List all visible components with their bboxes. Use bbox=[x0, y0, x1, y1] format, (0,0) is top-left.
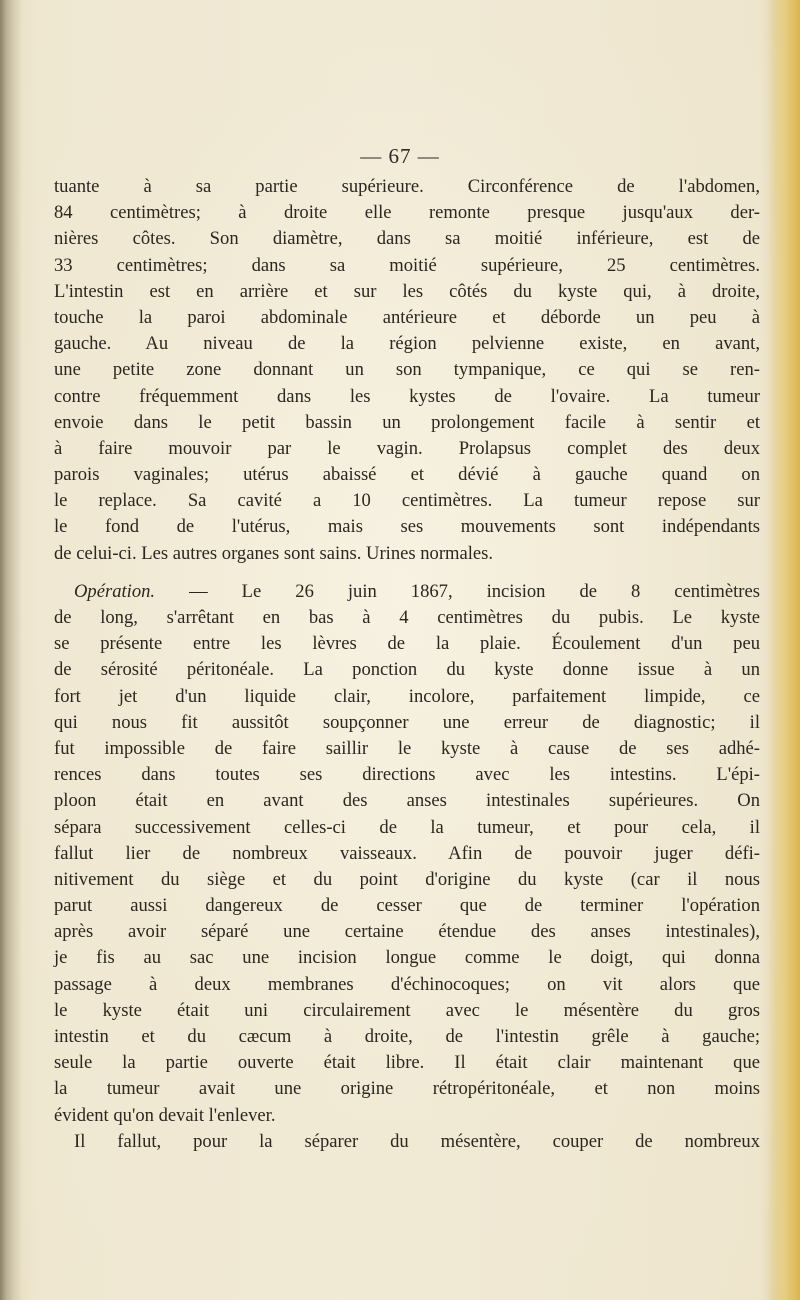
text-line: gauche. Au niveau de la région pelvienne existe, en avant, bbox=[54, 333, 760, 355]
text-line: Il fallut, pour la séparer du mésentère, couper de nombreux bbox=[74, 1130, 760, 1152]
text-line: de celui-ci. Les autres organes sont sains. Urines normales. bbox=[54, 542, 494, 564]
text-line: de sérosité péritonéale. La ponction du kyste donne issue à un bbox=[54, 659, 760, 681]
text-line: le replace. Sa cavité a 10 centimètres. La tumeur repose sur bbox=[54, 490, 760, 512]
paragraph-gap bbox=[54, 567, 760, 579]
text-line: tuante à sa partie supérieure. Circonférence de l'abdomen, bbox=[54, 176, 760, 197]
text-line: à faire mouvoir par le vagin. Prolapsus complet des deux bbox=[54, 437, 760, 459]
text-line: touche la paroi abdominale antérieure et déborde un peu à bbox=[54, 306, 760, 328]
text-line: 33 centimètres; dans sa moitié supérieure, 25 centimètres. bbox=[54, 254, 760, 276]
text-line: ploon était en avant des anses intestinales supérieures. On bbox=[54, 790, 760, 812]
body-text bbox=[54, 174, 760, 1155]
text-line: 84 centimètres; à droite elle remonte presque jusqu'aux der- bbox=[54, 202, 760, 224]
text-line: une petite zone donnant un son tympanique, ce qui se ren- bbox=[54, 359, 760, 381]
text-line: fort jet d'un liquide clair, incolore, parfaitement limpide, ce bbox=[54, 685, 760, 707]
paragraph-2 bbox=[54, 579, 760, 1129]
text-line: je fis au sac une incision longue comme le doigt, qui donna bbox=[54, 947, 760, 969]
text-line: parut aussi dangereux de cesser que de terminer l'opération bbox=[54, 895, 760, 917]
text-line: de long, s'arrêtant en bas à 4 centimètres du pubis. Le kyste bbox=[54, 607, 760, 628]
text-line: envoie dans le petit bassin un prolongement facile à sentir et bbox=[54, 411, 760, 433]
text-line: sépara successivement celles-ci de la tumeur, et pour cela, il bbox=[54, 816, 760, 838]
text-line: passage à deux membranes d'échinocoques; on vit alors que bbox=[54, 973, 760, 995]
text-line: rences dans toutes ses directions avec les intestins. L'épi- bbox=[54, 764, 760, 786]
text-line bbox=[54, 579, 760, 605]
text-line: nitivement du siège et du point d'origine du kyste (car il nous bbox=[54, 868, 760, 890]
text-line: le fond de l'utérus, mais ses mouvements sont indépendants bbox=[54, 516, 760, 538]
text-line: L'intestin est en arrière et sur les côtés du kyste qui, à droite, bbox=[54, 280, 760, 302]
text-line: fut impossible de faire saillir le kyste à cause de ses adhé- bbox=[54, 737, 760, 759]
text-line: la tumeur avait une origine rétropéritonéale, et non moins bbox=[54, 1078, 760, 1100]
text-line: évident qu'on devait l'enlever. bbox=[54, 1104, 276, 1126]
paragraph-3 bbox=[54, 1129, 760, 1155]
page-number-header: — 67 — bbox=[360, 144, 440, 168]
text-line: parois vaginales; utérus abaissé et dévié à gauche quand on bbox=[54, 464, 760, 486]
text-line: qui nous fit aussitôt soupçonner une erreur de diagnostic; il bbox=[54, 711, 760, 733]
text-line: fallut lier de nombreux vaisseaux. Afin de pouvoir juger défi- bbox=[54, 842, 760, 864]
paragraph-1 bbox=[54, 174, 760, 567]
text-line: nières côtes. Son diamètre, dans sa moitié inférieure, est de bbox=[54, 228, 760, 250]
text-line: le kyste était uni circulairement avec le mésentère du gros bbox=[54, 999, 760, 1021]
text-line: seule la partie ouverte était libre. Il était clair maintenant que bbox=[54, 1052, 760, 1074]
page-binding-edge bbox=[0, 0, 22, 1300]
text-line: se présente entre les lèvres de la plaie. Écoulement d'un peu bbox=[54, 633, 760, 655]
text-line: intestin et du cæcum à droite, de l'intestin grêle à gauche; bbox=[54, 1026, 760, 1047]
page-right-edge bbox=[768, 0, 800, 1300]
section-label-operation: Opération. bbox=[74, 580, 156, 602]
text-fragment: — Le 26 juin 1867, incision de 8 centimètres bbox=[155, 580, 760, 602]
text-line: après avoir séparé une certaine étendue des anses intestinales), bbox=[54, 921, 760, 943]
text-line: contre fréquemment dans les kystes de l'ovaire. La tumeur bbox=[54, 385, 760, 407]
